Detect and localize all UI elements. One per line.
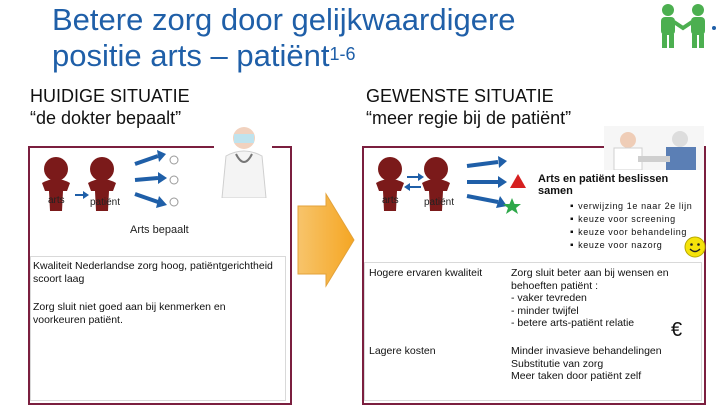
row1-right-line: - vaker tevreden	[511, 292, 587, 304]
left-heading	[30, 85, 190, 129]
bullet-item: ▪ verwijzing 1e naar 2e lijn	[570, 200, 700, 213]
decision-bullets	[570, 200, 700, 252]
handshake-people-icon	[648, 2, 718, 50]
title-line-2: positie arts – patiënt	[52, 38, 330, 73]
right-heading	[366, 85, 571, 129]
doctor-patient-photo	[604, 126, 704, 170]
left-caption: Arts bepaalt	[130, 224, 189, 236]
slide-title	[52, 2, 612, 74]
left-fan-arrows	[130, 150, 190, 214]
left-heading-line-1: HUIDIGE SITUATIE	[30, 86, 190, 106]
left-label-arts: arts	[48, 195, 65, 206]
row2-left-text: Lagere kosten	[369, 345, 436, 357]
title-line-1: Betere zorg door gelijkwaardigere	[52, 2, 516, 37]
left-label-patient: patiënt	[90, 197, 121, 208]
right-heading-line-2: “meer regie bij de patiënt”	[366, 108, 572, 128]
bullet-item: ▪ keuze voor nazorg	[570, 239, 700, 252]
row1-right-line: - betere arts-patiënt relatie	[511, 317, 635, 329]
bullet-item: ▪ keuze voor behandeling	[570, 226, 700, 239]
euro-symbol: €	[671, 319, 683, 341]
right-text-box	[364, 262, 702, 401]
right-caption: Arts en patiënt beslissen samen	[538, 173, 669, 197]
row2-right-text	[511, 345, 691, 383]
left-text-box	[30, 256, 286, 401]
smiley-icon	[684, 236, 706, 258]
row1-right-text	[511, 267, 691, 330]
row1-left-text: Hogere ervaren kwaliteit	[369, 267, 483, 279]
left-box-text-2: Zorg sluit niet goed aan bij kenmerken en voorkeuren patiënt.	[33, 301, 226, 326]
right-fan-arrows	[462, 150, 534, 220]
right-label-arts: arts	[382, 195, 399, 206]
right-heading-line-1: GEWENSTE SITUATIE	[366, 86, 554, 106]
doctor-photo-left	[214, 120, 272, 198]
right-label-patient: patiënt	[424, 197, 455, 208]
title-superscript: 1-6	[329, 44, 356, 64]
row1-right-line: - minder twijfel	[511, 304, 579, 317]
left-box-text-1: Kwaliteit Nederlandse zorg hoog, patiëntgerichtheid scoort laag	[33, 260, 273, 285]
row2-right-line: Substitutie van zorg	[511, 357, 604, 370]
row1-right-line: Zorg sluit beter aan bij wensen en behoeften patiënt :	[511, 267, 669, 292]
bullet-item: ▪ keuze voor screening	[570, 213, 700, 226]
transition-arrow	[296, 192, 356, 288]
title-line-2-wrap	[52, 38, 612, 74]
row2-right-line: Meer taken door patiënt zelf	[511, 370, 642, 382]
left-heading-line-2: “de dokter bepaalt”	[30, 108, 182, 128]
row2-right-line: Minder invasieve behandelingen	[511, 345, 662, 357]
